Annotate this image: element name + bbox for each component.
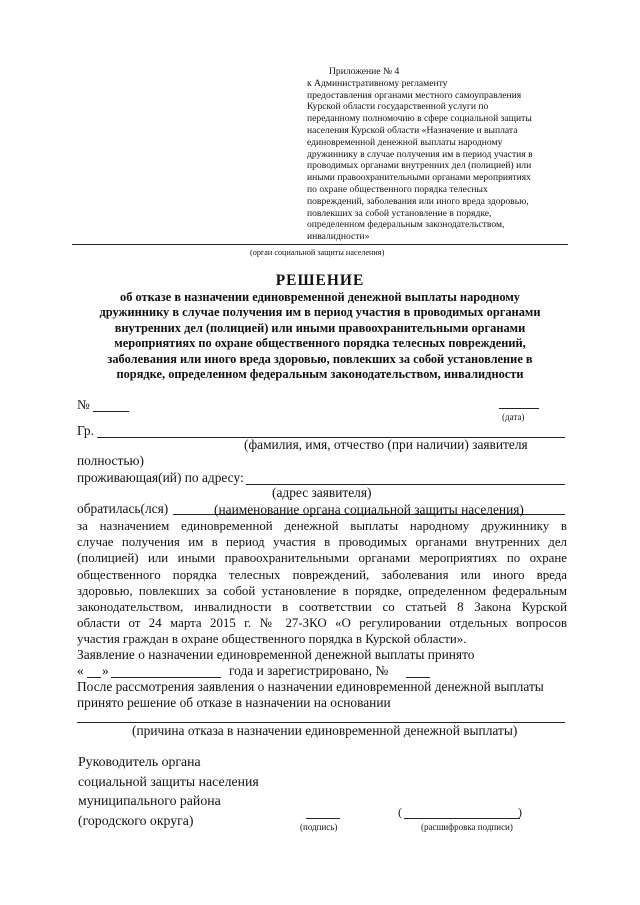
document-title: РЕШЕНИЕ [275, 272, 365, 289]
body-line: за назначением единовременной денежной выплаты народному дружиннику в [77, 519, 567, 533]
address-label: проживающая(ий) по адресу: [77, 470, 244, 485]
body-line: участия граждан в охране общественного порядка в Курской области». [77, 632, 467, 647]
decode-bracket-open: ( [398, 805, 402, 819]
reason-note: (причина отказа в назначении единовременной денежной выплаты) [132, 723, 518, 738]
annex-line: проводимых органами внутренних дел (полицией) или [307, 160, 532, 172]
fio-note-cont: полностью) [77, 453, 144, 468]
annex-line: инвалидности» [307, 231, 370, 243]
subtitle-line: внутренних дел (полицией) или иными правоохранительными органами [114, 320, 526, 335]
body-line: случае получения им в период участия в проводимых органами внутренних дел [77, 535, 567, 550]
subtitle-line: заболевания или иного вреда здоровью, повлекших за собой установление в [107, 351, 533, 366]
number-field[interactable] [93, 411, 129, 412]
organ-name-note: (наименование органа социальной защиты населения) [214, 502, 524, 517]
address-note: (адрес заявителя) [272, 485, 372, 500]
body-line: общественного порядка телесных повреждений, заболевания или иного вреда [77, 567, 567, 582]
subtitle-line: об отказе в назначении единовременной денежной выплаты народному [120, 290, 520, 304]
decode-field[interactable] [404, 818, 520, 819]
body-line: (полицией) или иными правоохранительными органами мероприятиях по охране [77, 551, 567, 566]
applied-label: обратилась(лся) [77, 501, 169, 516]
annex-line: иными правоохранительными органами мероприятиях [307, 172, 531, 184]
body-paragraph [77, 518, 567, 648]
document-subtitle [80, 290, 560, 382]
subtitle-line: мероприятиях по охране общественного порядка телесных повреждений, [114, 336, 526, 351]
statement-line: Заявление о назначении единовременной денежной выплаты принято [77, 647, 475, 662]
annex-line: повреждений, заболевания или иного вреда здоровью, [307, 195, 529, 207]
gr-label: Гр. [77, 423, 94, 438]
annex-line: населения Курской области «Назначение и выплата [307, 124, 518, 136]
annex-line: определенном федеральным законодательством, [307, 219, 505, 231]
annex-line: Курской области государственной услуги по [307, 101, 489, 113]
subtitle-line: дружиннику в случае получения им в период участия в проводимых органами [99, 305, 541, 320]
body-line: здоровью, повлекших за собой установление в порядке, определенном федеральным [77, 583, 567, 598]
date-field[interactable] [499, 408, 539, 409]
signer-block [78, 752, 259, 830]
signer-line: социальной защиты населения [78, 773, 259, 789]
annex-header [307, 66, 569, 243]
annex-line: предоставления органами местного самоуправления [307, 89, 522, 101]
signer-line: (городского округа) [78, 812, 194, 828]
decode-note: (расшифровка подписи) [421, 822, 513, 832]
signer-line: Руководитель органа [78, 754, 201, 769]
reg-number-field[interactable] [406, 677, 430, 678]
organ-name-line[interactable] [72, 244, 568, 245]
organ-note: (орган социальной защиты населения) [250, 248, 385, 257]
date-note: (дата) [502, 412, 525, 422]
signature-note: (подпись) [300, 822, 338, 832]
fio-note: (фамилия, имя, отчество (при наличии) заявителя [244, 437, 528, 452]
year-reg-text: года и зарегистрировано, № [229, 663, 389, 678]
decode-bracket-close: ) [518, 805, 522, 819]
number-label: № [77, 397, 90, 412]
signer-line: муниципального района [78, 793, 221, 808]
date-quote-open: « [77, 663, 84, 678]
after-line-1: После рассмотрения заявления о назначении единовременной денежной выплаты [77, 679, 544, 694]
signature-field[interactable] [306, 818, 340, 819]
month-field[interactable] [111, 677, 221, 678]
annex-line: дружиннику в случае получения им в период участия в [307, 148, 533, 160]
annex-line: переданному полномочию в сфере социальной защиты [307, 113, 532, 125]
annex-line: к Административному регламенту [307, 77, 448, 89]
body-line: законодательством, инвалидности в соответствии со статьей 8 Закона Курской [77, 600, 567, 615]
annex-line: повлекших за собой установление в порядке, [307, 207, 492, 219]
body-line: области от 24 марта 2015 г. № 27-ЗКО «О регулировании отдельных вопросов [77, 616, 567, 631]
after-line-2: принято решение об отказе в назначении на основании [77, 695, 391, 710]
annex-line: единовременной денежной выплаты народному [307, 136, 503, 148]
annex-line: по охране общественного порядка телесных [307, 183, 488, 195]
subtitle-line: порядке, определенном федеральным законодательством, инвалидности [116, 367, 524, 382]
annex-line: Приложение № 4 [329, 66, 400, 77]
day-field[interactable] [87, 677, 101, 678]
date-quote-close: » [102, 663, 109, 678]
